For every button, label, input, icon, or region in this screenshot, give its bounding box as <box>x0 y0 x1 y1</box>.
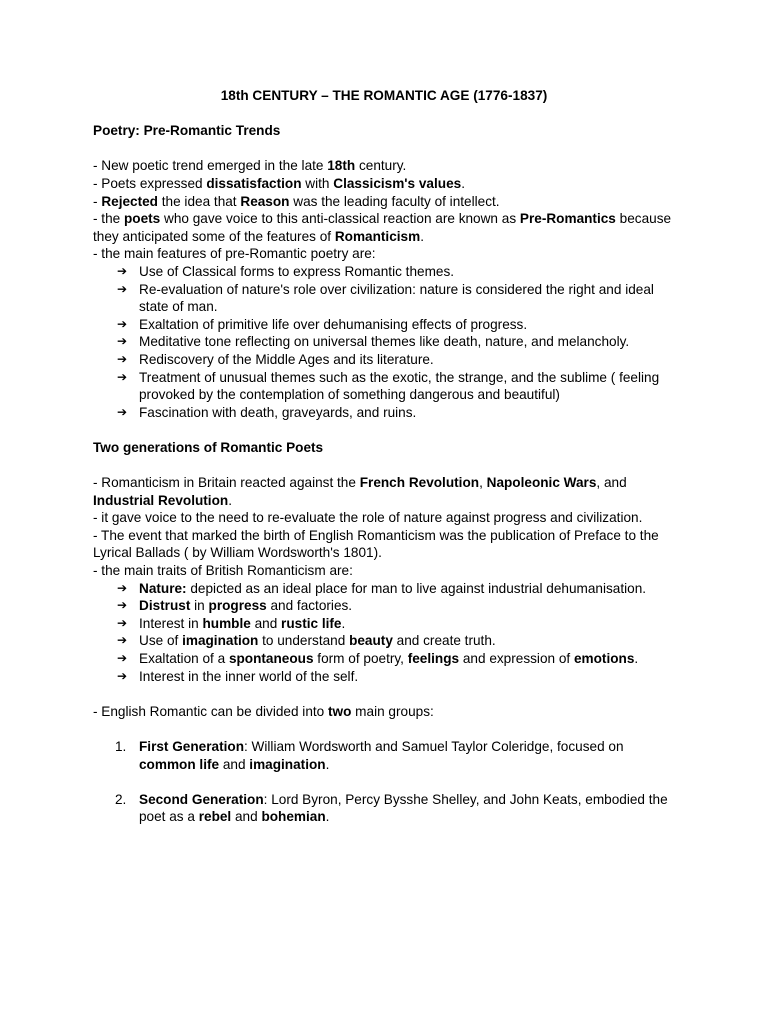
s2-line-2: - The event that marked the birth of English Romanticism was the publication of Preface to the Lyrical Ballads ( by William Wordsworth's 1801). <box>93 527 659 561</box>
arrow-bullet-icon: ➔ <box>117 404 128 419</box>
arrow-bullet-icon: ➔ <box>117 334 128 349</box>
arrow-bullet-icon: ➔ <box>117 351 128 366</box>
s2-line-1: - it gave voice to the need to re-evaluate the role of nature against progress and civilization. <box>93 510 643 526</box>
section-heading-two-generations: Two generations of Romantic Poets <box>93 439 324 455</box>
list-item: 2. Second Generation: Lord Byron, Percy Bysshe Shelley, and John Keats, embodied the poet as a rebel and bohemian. <box>115 791 668 825</box>
s1-line-4: - the main features of pre-Romantic poetry are: <box>93 246 376 262</box>
list-item: ➔ Treatment of unusual themes such as the exotic, the strange, and the sublime ( feeling provoked by the contemplation of something dangerous and beautiful) <box>117 369 660 403</box>
arrow-bullet-icon: ➔ <box>117 598 128 613</box>
list-item: ➔ Distrust in progress and factories. <box>117 598 353 614</box>
list-item: ➔ Re-evaluation of nature's role over civilization: nature is considered the right and ideal state of man. <box>117 281 654 315</box>
groups-intro: - English Romantic can be divided into two main groups: <box>93 703 434 719</box>
s1-line-3: - the poets who gave voice to this anti-classical reaction are known as Pre-Romantics because they anticipated some of the features of Romanticism. <box>93 211 672 244</box>
s2-line-3: - the main traits of British Romanticism are: <box>93 563 353 579</box>
list-item: ➔ Use of imagination to understand beauty and create truth. <box>117 633 496 649</box>
arrow-bullet-icon: ➔ <box>117 633 128 648</box>
arrow-bullet-icon: ➔ <box>117 281 128 296</box>
arrow-bullet-icon: ➔ <box>117 668 128 683</box>
list-item: ➔ Nature: depicted as an ideal place for man to live against industrial dehumanisation. <box>117 580 647 596</box>
section-heading-pre-romantic: Poetry: Pre-Romantic Trends <box>93 123 281 139</box>
romanticism-traits-list <box>93 580 683 686</box>
arrow-bullet-icon: ➔ <box>117 369 128 384</box>
list-item: ➔ Rediscovery of the Middle Ages and its literature. <box>117 351 434 367</box>
list-item: ➔ Exaltation of primitive life over dehumanising effects of progress. <box>117 316 528 332</box>
list-item: ➔ Meditative tone reflecting on universal themes like death, nature, and melancholy. <box>117 334 630 350</box>
page-title: 18th CENTURY – THE ROMANTIC AGE (1776-1837) <box>220 88 548 103</box>
list-item: ➔ Use of Classical forms to express Romantic themes. <box>117 263 455 279</box>
arrow-bullet-icon: ➔ <box>117 580 128 595</box>
s1-line-0: - New poetic trend emerged in the late 18th century. <box>93 158 407 174</box>
generations-list <box>93 738 683 773</box>
s1-line-1: - Poets expressed dissatisfaction with Classicism's values. <box>93 175 465 191</box>
document-content <box>93 87 683 826</box>
arrow-bullet-icon: ➔ <box>117 651 128 665</box>
list-item: ➔ Exaltation of a spontaneous form of poetry, feelings and expression of emotions. <box>117 651 639 666</box>
arrow-bullet-icon: ➔ <box>117 615 128 630</box>
list-item: ➔ Interest in the inner world of the self. <box>117 668 359 684</box>
s1-line-2: - Rejected the idea that Reason was the leading faculty of intellect. <box>93 193 500 209</box>
arrow-bullet-icon: ➔ <box>117 316 128 331</box>
list-item: ➔ Interest in humble and rustic life. <box>117 615 346 631</box>
s2-line-0: - Romanticism in Britain reacted against the French Revolution, Napoleonic Wars, and Industrial Revolution. <box>93 475 627 508</box>
generations-list-2 <box>93 791 683 826</box>
arrow-bullet-icon: ➔ <box>117 263 128 278</box>
pre-romantic-features-list <box>93 263 683 421</box>
list-item: ➔ Fascination with death, graveyards, and ruins. <box>117 404 417 420</box>
list-item: 1. First Generation: William Wordsworth and Samuel Taylor Coleridge, focused on common life and imagination. <box>115 738 624 772</box>
